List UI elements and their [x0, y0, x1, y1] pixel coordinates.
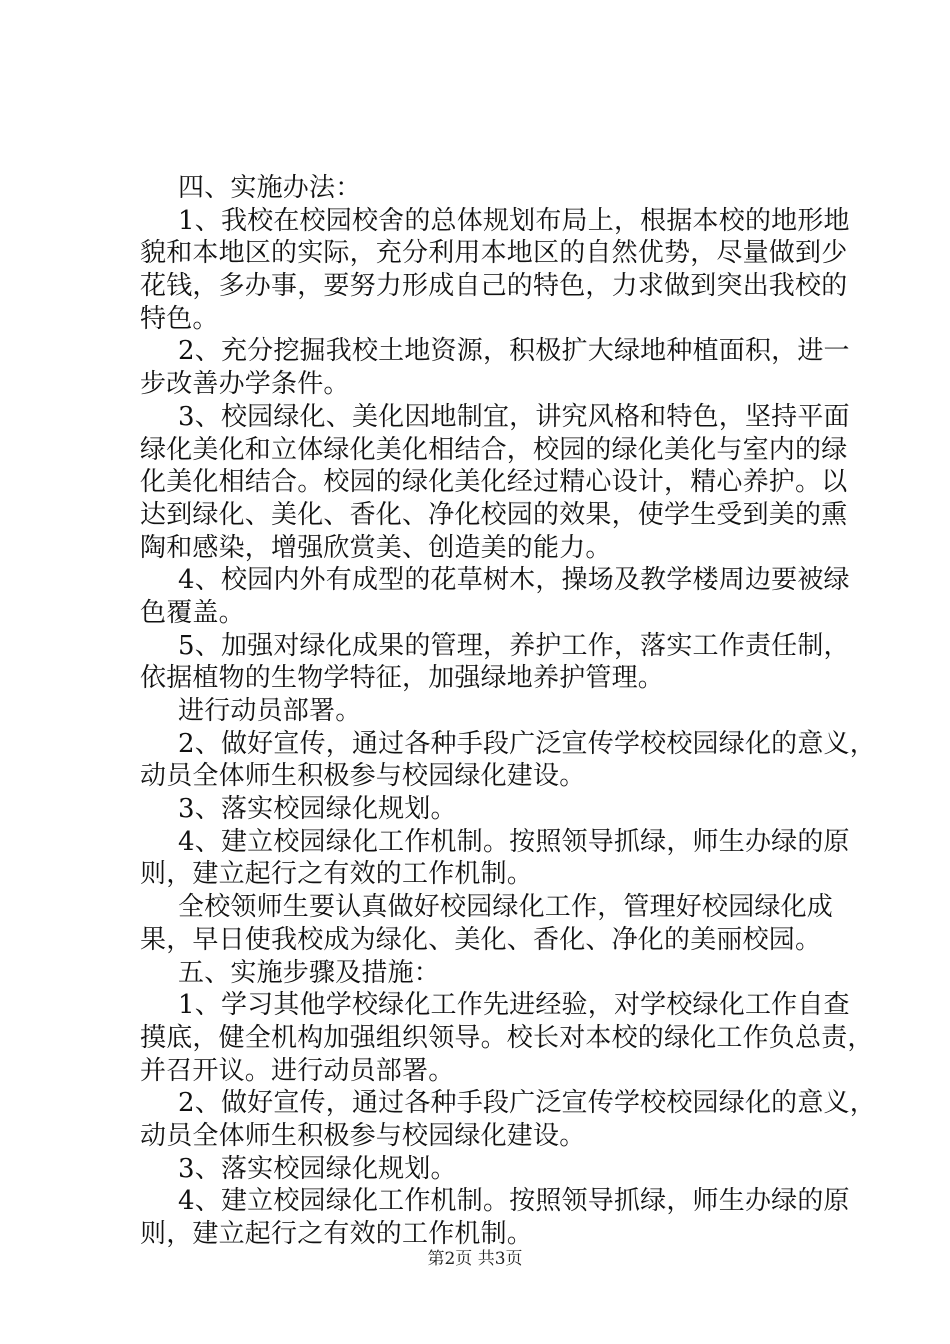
text-line: 五、实施步骤及措施： [178, 957, 441, 988]
text-line: 四、实施办法： [178, 173, 362, 203]
text-line: 步改善办学条件。 [140, 369, 350, 400]
text-line: 貌和本地区的实际，充分利用本地区的自然优势，尽量做到少 [140, 238, 848, 269]
text-line: 1、学习其他学校绿化工作先进经验，对学校绿化工作自查 [178, 990, 850, 1021]
text-line: 4、校园内外有成型的花草树木，操场及教学楼周边要被绿 [178, 565, 850, 596]
page-footer: 第2页 共3页 [427, 1249, 523, 1269]
text-line: 4、建立校园绿化工作机制。按照领导抓绿，师生办绿的原 [178, 826, 850, 857]
text-line: 3、校园绿化、美化因地制宜，讲究风格和特色，坚持平面 [178, 401, 850, 432]
text-line: 3、落实校园绿化规划。 [178, 794, 457, 825]
text-line: 4、建立校园绿化工作机制。按照领导抓绿，师生办绿的原 [178, 1186, 850, 1217]
text-line: 1、我校在校园校舍的总体规划布局上，根据本校的地形地 [178, 205, 850, 236]
text-line: 果，早日使我校成为绿化、美化、香化、净化的美丽校园。 [140, 924, 822, 955]
text-line: 动员全体师生积极参与校园绿化建设。 [140, 761, 586, 792]
text-line: 全校领师生要认真做好校园绿化工作，管理好校园绿化成 [178, 892, 834, 923]
text-line: 2、充分挖掘我校土地资源，积极扩大绿地种植面积，进一 [178, 336, 850, 367]
text-line: 进行动员部署。 [178, 696, 362, 726]
text-line: 绿化美化和立体绿化美化相结合，校园的绿化美化与室内的绿 [140, 434, 848, 465]
text-line: 特色。 [140, 303, 219, 334]
text-line: 色覆盖。 [140, 597, 245, 628]
document-body [140, 172, 876, 1251]
text-line: 3、落实校园绿化规划。 [178, 1153, 457, 1184]
text-line: 并召开议。进行动员部署。 [140, 1055, 455, 1086]
text-line: 5、加强对绿化成果的管理，养护工作，落实工作责任制， [178, 630, 850, 661]
text-line: 则，建立起行之有效的工作机制。 [140, 1219, 534, 1249]
text-line: 达到绿化、美化、香化、净化校园的效果，使学生受到美的熏 [140, 499, 848, 530]
text-line: 陶和感染，增强欣赏美、创造美的能力。 [140, 532, 612, 563]
text-line: 2、做好宣传，通过各种手段广泛宣传学校校园绿化的意义， [178, 1088, 876, 1119]
text-line: 摸底，健全机构加强组织领导。校长对本校的绿化工作负总责， [140, 1022, 874, 1053]
text-line: 则，建立起行之有效的工作机制。 [140, 859, 534, 890]
text-line: 化美化相结合。校园的绿化美化经过精心设计，精心养护。以 [140, 467, 848, 498]
text-line: 依据植物的生物学特征，加强绿地养护管理。 [140, 663, 665, 694]
text-line: 动员全体师生积极参与校园绿化建设。 [140, 1120, 586, 1151]
text-line: 2、做好宣传，通过各种手段广泛宣传学校校园绿化的意义， [178, 728, 876, 759]
text-line: 花钱，多办事，要努力形成自己的特色，力求做到突出我校的 [140, 271, 848, 302]
